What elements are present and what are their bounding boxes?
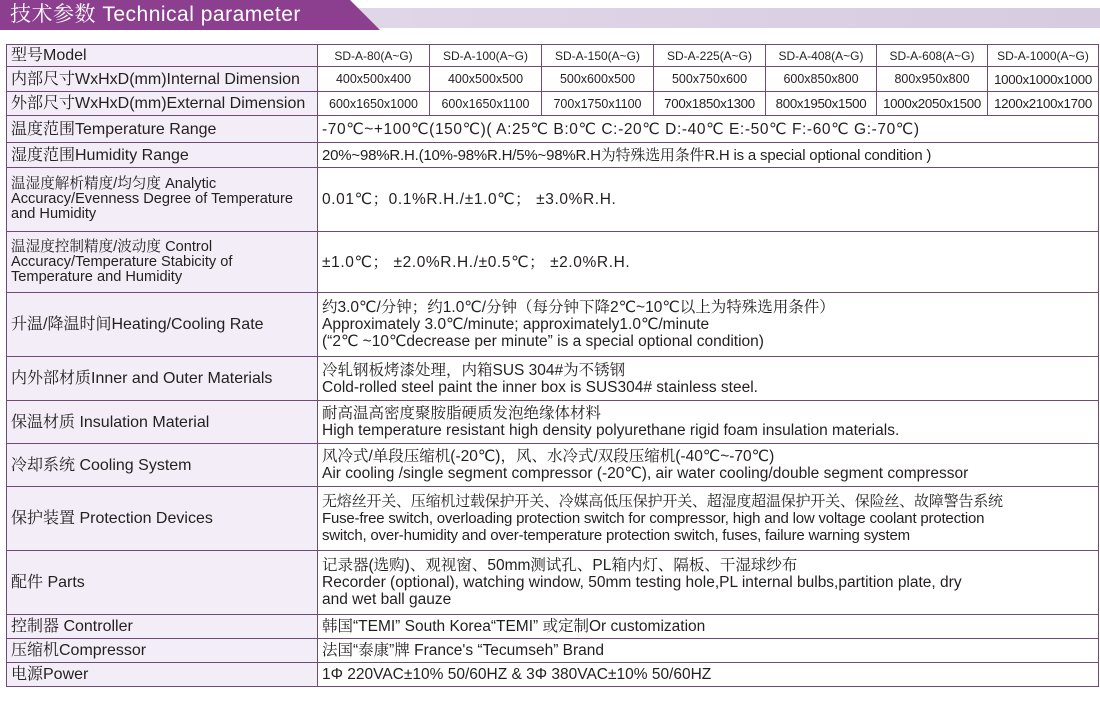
row-value: 法国“泰康”牌 France's “Tecumseh” Brand: [318, 639, 1099, 663]
row-value: -70℃~+100℃(150℃)( A:25℃ B:0℃ C:-20℃ D:-40℃ E:-50℃ F:-60℃ G:-70℃): [318, 116, 1099, 143]
row-temperature-range: [7, 116, 1099, 143]
row-humidity-range: [7, 143, 1099, 168]
spec-table: [6, 44, 1099, 687]
row-power: [7, 663, 1099, 687]
row-controller: [7, 615, 1099, 639]
dimension-cell: 1000x1000x1000: [988, 67, 1099, 92]
dimension-cell: 400x500x500: [430, 67, 542, 92]
model-cell: SD-A-80(A~G): [318, 45, 430, 67]
dimension-cell: 800x1950x1500: [766, 92, 877, 116]
row-label: 温度范围Temperature Range: [7, 116, 318, 143]
model-cell: SD-A-100(A~G): [430, 45, 542, 67]
row-label: 冷却系统 Cooling System: [7, 444, 318, 487]
row-label: 温湿度解析精度/均匀度 Analytic Accuracy/Evenness Degree of Temperature and Humidity: [7, 168, 318, 232]
row-label: 控制器 Controller: [7, 615, 318, 639]
row-label: 升温/降温时间Heating/Cooling Rate: [7, 293, 318, 357]
dimension-cell: 400x500x400: [318, 67, 430, 92]
row-label: 压缩机Compressor: [7, 639, 318, 663]
row-compressor: [7, 639, 1099, 663]
model-cell: SD-A-608(A~G): [877, 45, 988, 67]
row-label: 配件 Parts: [7, 551, 318, 615]
row-label: 保温材质 Insulation Material: [7, 401, 318, 444]
row-value: 韩国“TEMI” South Korea“TEMI” 或定制Or customization: [318, 615, 1099, 639]
model-cell: SD-A-150(A~G): [542, 45, 654, 67]
row-insulation: [7, 401, 1099, 444]
dimension-cell: 800x950x800: [877, 67, 988, 92]
row-label: 保护装置 Protection Devices: [7, 487, 318, 551]
row-value: 风冷式/单段压缩机(-20℃)，风、水冷式/双段压缩机(-40℃~-70℃) Air cooling /single segment compressor (-20℃), air water cooling/double segment compressor: [318, 444, 1099, 487]
row-model: [7, 45, 1099, 67]
section-title: 技术参数 Technical parameter: [10, 3, 301, 26]
dimension-cell: 600x1650x1100: [430, 92, 542, 116]
row-label: 湿度范围Humidity Range: [7, 143, 318, 168]
row-label: 电源Power: [7, 663, 318, 687]
row-label: 内部尺寸WxHxD(mm)Internal Dimension: [7, 67, 318, 92]
row-value: 冷轧钢板烤漆处理，内箱SUS 304#为不锈钢 Cold-rolled steel paint the inner box is SUS304# stainless steel.: [318, 357, 1099, 401]
dimension-cell: 1200x2100x1700: [988, 92, 1099, 116]
dimension-cell: 600x1650x1000: [318, 92, 430, 116]
row-value: 1Φ 220VAC±10% 50/60HZ & 3Φ 380VAC±10% 50/60HZ: [318, 663, 1099, 687]
row-value: 记录器(选购)、观视窗、50mm测试孔、PL箱内灯、隔板、干湿球纱布 Recorder (optional), watching window, 50mm testing hole,PL internal bulbs,partition plate, dry and wet ball gauze: [318, 551, 1099, 615]
row-parts: [7, 551, 1099, 615]
dimension-cell: 600x850x800: [766, 67, 877, 92]
row-internal-dimension: [7, 67, 1099, 92]
row-value: 20%~98%R.H.(10%-98%R.H/5%~98%R.H为特殊选用条件R.H is a special optional condition ): [318, 143, 1099, 168]
dimension-cell: 700x1750x1100: [542, 92, 654, 116]
row-value: ±1.0℃； ±2.0%R.H./±0.5℃； ±2.0%R.H.: [318, 232, 1099, 293]
row-materials: [7, 357, 1099, 401]
row-value: 无熔丝开关、压缩机过载保护开关、冷媒高低压保护开关、超湿度超温保护开关、保险丝、故障警告系统 Fuse-free switch, overloading protection switch for compressor, high and low voltage coolant protection switch, over-humidity and over-temperature protection switch, fuses, failure warning system: [318, 487, 1099, 551]
model-cell: SD-A-1000(A~G): [988, 45, 1099, 67]
section-header: [0, 0, 1100, 30]
row-label: 温湿度控制精度/波动度 Control Accuracy/Temperature Stabicity of Temperature and Humidity: [7, 232, 318, 293]
row-external-dimension: [7, 92, 1099, 116]
row-label: 型号Model: [7, 45, 318, 67]
dimension-cell: 500x750x600: [654, 67, 766, 92]
dimension-cell: 500x600x500: [542, 67, 654, 92]
row-label: 外部尺寸WxHxD(mm)External Dimension: [7, 92, 318, 116]
row-value: 0.01℃；0.1%R.H./±1.0℃； ±3.0%R.H.: [318, 168, 1099, 232]
row-label: 内外部材质Inner and Outer Materials: [7, 357, 318, 401]
row-value: 约3.0℃/分钟；约1.0℃/分钟（每分钟下降2℃~10℃以上为特殊选用条件） Approximately 3.0℃/minute; approximately1.0℃/minute (“2℃ ~10℃decrease per minute” is a special optional condition): [318, 293, 1099, 357]
row-heating-cooling-rate: [7, 293, 1099, 357]
model-cell: SD-A-225(A~G): [654, 45, 766, 67]
row-cooling-system: [7, 444, 1099, 487]
dimension-cell: 1000x2050x1500: [877, 92, 988, 116]
row-value: 耐高温高密度聚胺脂硬质发泡绝缘体材料 High temperature resistant high density polyurethane rigid foam insulation materials.: [318, 401, 1099, 444]
row-control-accuracy: [7, 232, 1099, 293]
dimension-cell: 700x1850x1300: [654, 92, 766, 116]
row-accuracy: [7, 168, 1099, 232]
model-cell: SD-A-408(A~G): [766, 45, 877, 67]
row-protection-devices: [7, 487, 1099, 551]
